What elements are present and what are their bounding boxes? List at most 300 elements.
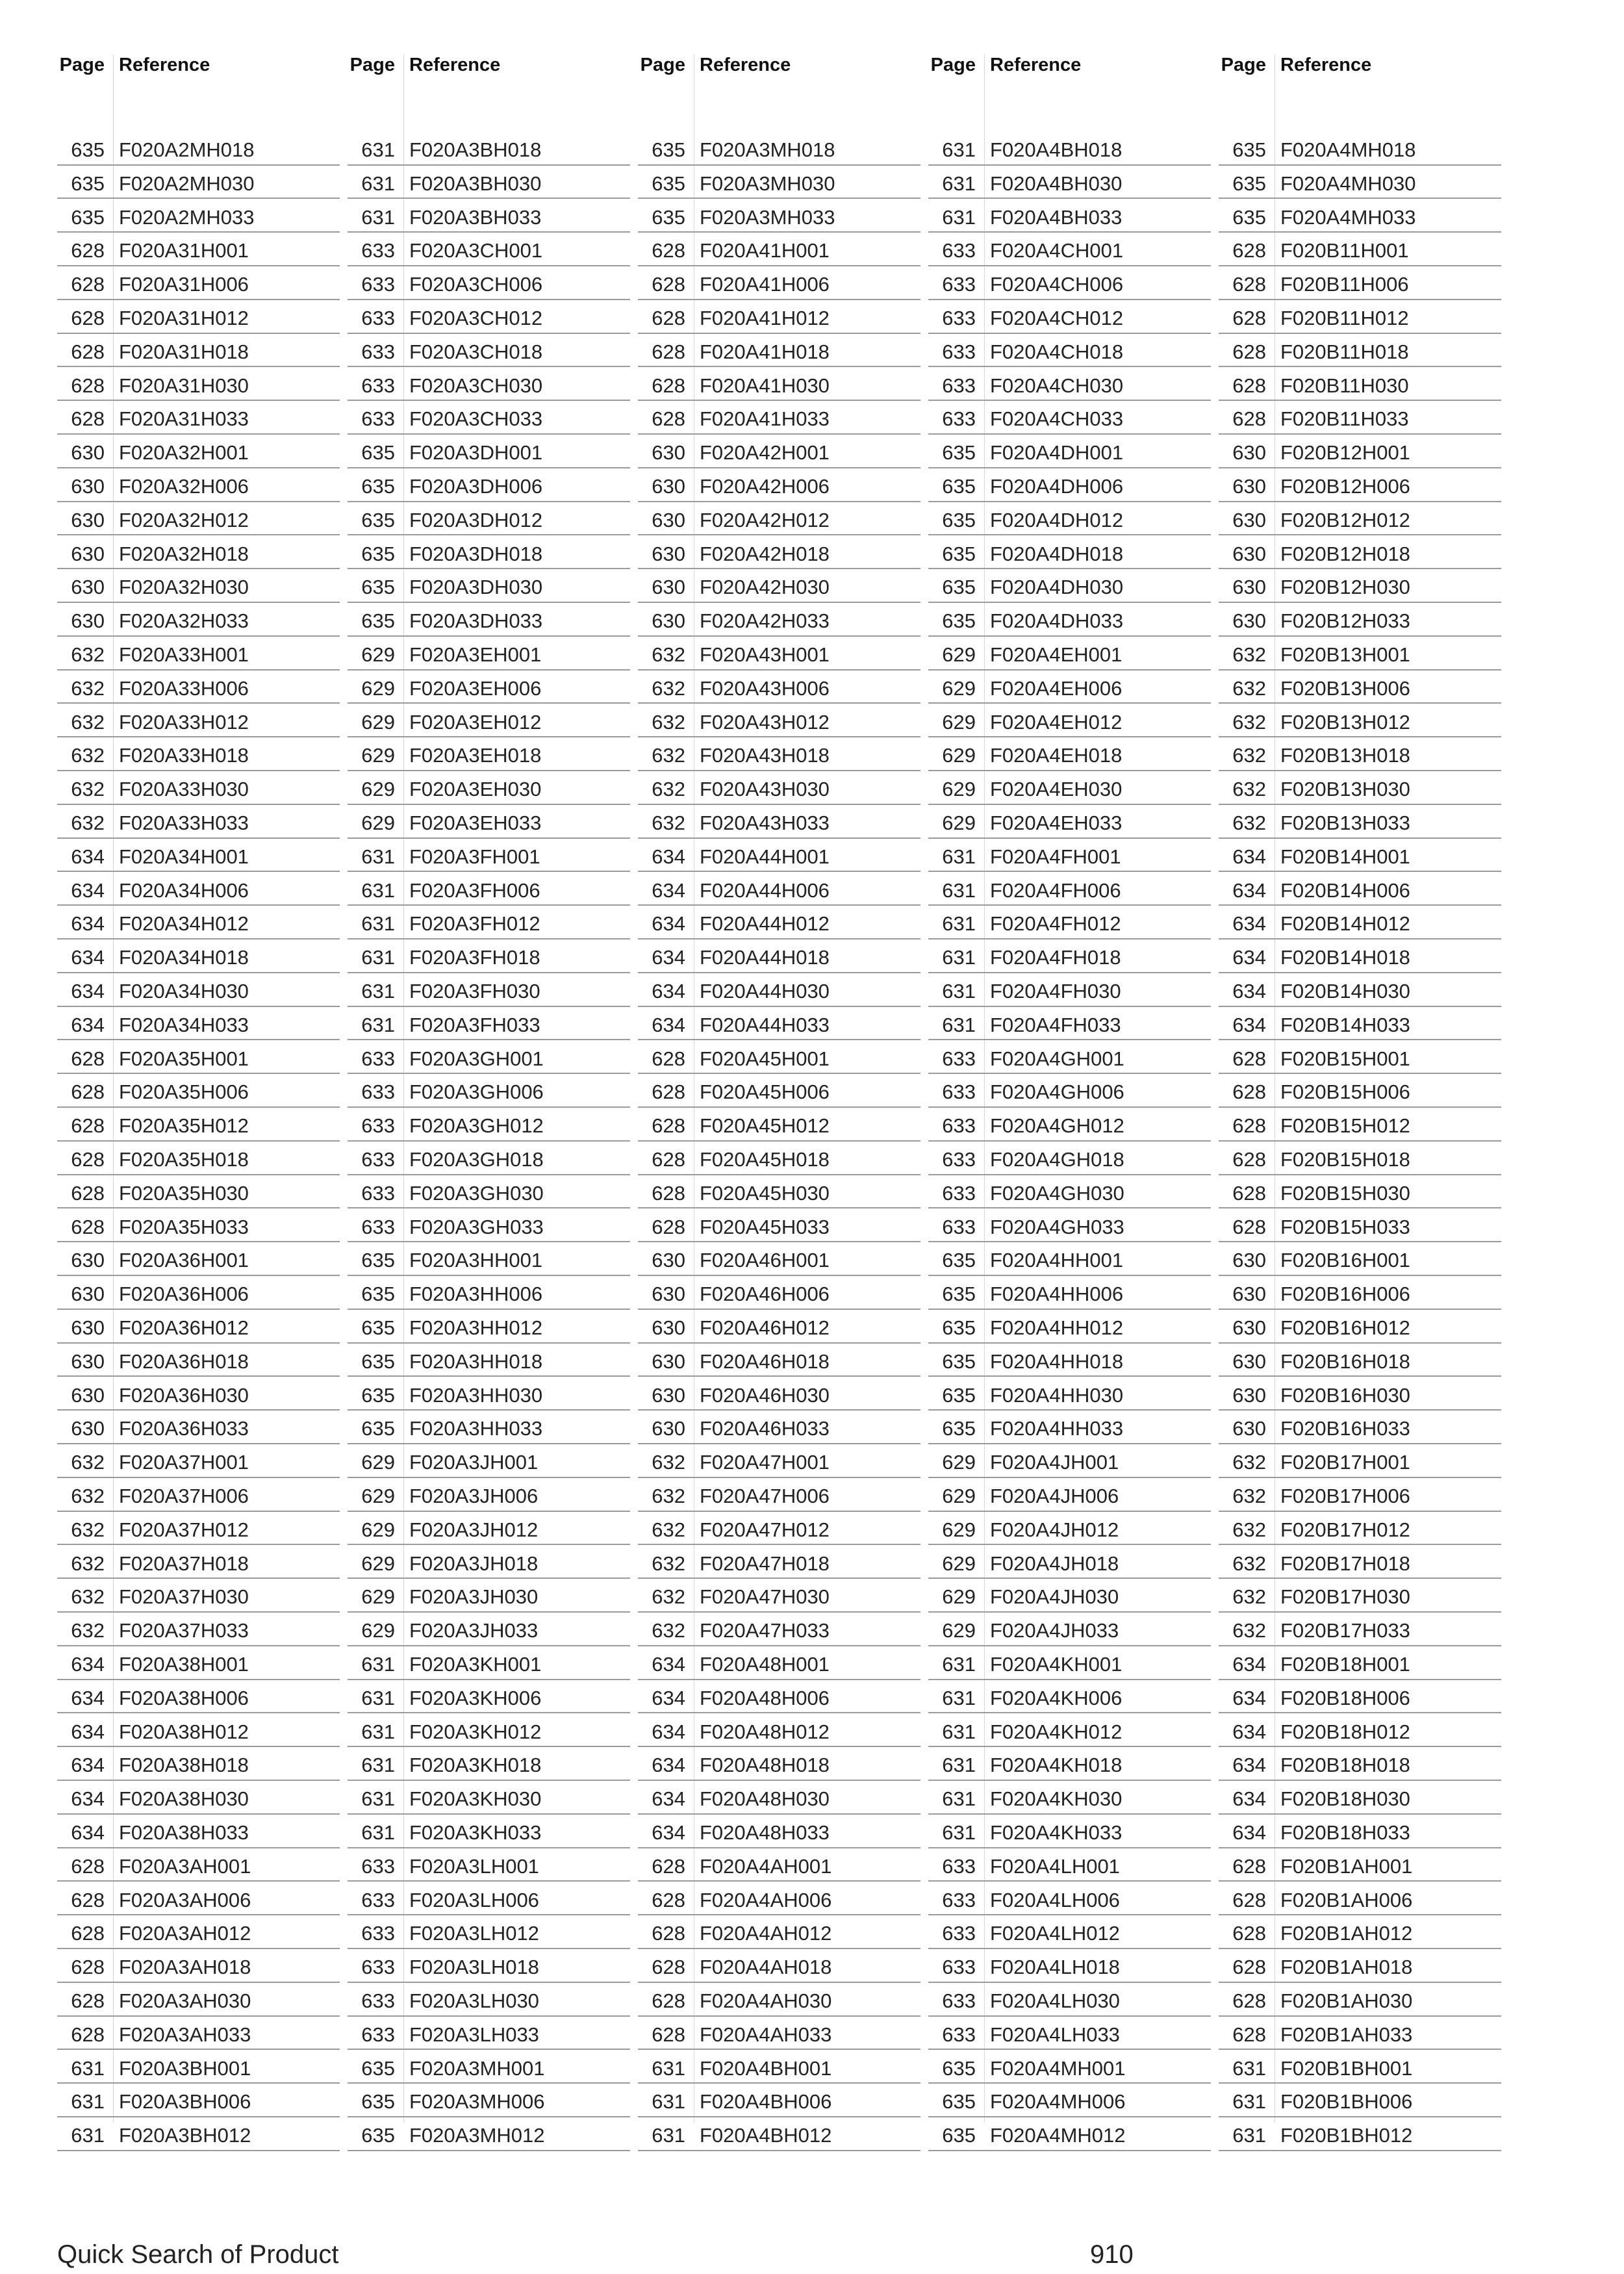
index-entry	[928, 1041, 1211, 1075]
entry-reference: F020A47H012	[700, 1518, 830, 1541]
entry-page: 635	[361, 441, 395, 465]
table-row	[0, 1882, 1624, 1916]
entry-reference: F020A35H033	[119, 1215, 249, 1238]
entry-page: 632	[1232, 1619, 1266, 1642]
entry-reference: F020A43H033	[700, 811, 830, 834]
entry-reference: F020A3DH012	[409, 508, 543, 531]
table-row	[0, 132, 1624, 166]
entry-reference: F020A48H033	[700, 1821, 830, 1844]
index-entry	[348, 1949, 630, 1983]
entry-reference: F020A4KH006	[990, 1686, 1123, 1709]
entry-reference: F020A47H006	[700, 1485, 830, 1507]
index-entry	[1219, 334, 1501, 368]
entry-reference: F020A44H030	[700, 980, 830, 1003]
entry-reference: F020A2MH018	[119, 138, 255, 161]
index-entry	[348, 1848, 630, 1882]
entry-reference: F020A3LH006	[409, 1888, 539, 1911]
entry-page: 628	[1232, 340, 1266, 363]
entry-page: 634	[71, 1787, 105, 1811]
entry-reference: F020A4LH012	[990, 1922, 1120, 1945]
entry-reference: F020A34H033	[119, 1013, 249, 1036]
entry-reference: F020A3BH030	[409, 172, 542, 195]
entry-reference: F020A3FH012	[409, 912, 540, 936]
entry-page: 628	[1232, 407, 1266, 431]
entry-reference: F020A4MH001	[990, 2056, 1126, 2080]
entry-page: 628	[1232, 1047, 1266, 1070]
entry-page: 635	[942, 1249, 976, 1272]
entry-page: 630	[1232, 1383, 1266, 1407]
index-entry	[57, 637, 340, 671]
index-entry	[348, 1747, 630, 1781]
index-entry	[928, 637, 1211, 671]
entry-page: 635	[361, 508, 395, 531]
entry-reference: F020A38H033	[119, 1821, 249, 1844]
index-entry	[57, 502, 340, 536]
index-entry	[348, 1108, 630, 1142]
entry-page: 632	[71, 1485, 105, 1507]
index-entry	[57, 2050, 340, 2084]
entry-page: 628	[652, 1114, 685, 1138]
entry-page: 628	[1232, 1922, 1266, 1945]
index-entry	[638, 1512, 920, 1546]
entry-reference: F020A31H006	[119, 273, 249, 296]
table-row	[0, 334, 1624, 368]
index-entry	[1219, 2017, 1501, 2050]
index-entry	[928, 906, 1211, 939]
entry-reference: F020A4EH018	[990, 744, 1123, 767]
entry-reference: F020A33H033	[119, 811, 249, 834]
entry-reference: F020A4BH033	[990, 205, 1123, 229]
entry-page: 629	[361, 1518, 395, 1541]
entry-reference: F020B15H006	[1280, 1080, 1410, 1104]
entry-page: 632	[1232, 1552, 1266, 1575]
entry-reference: F020A42H018	[700, 542, 830, 565]
index-entry	[348, 233, 630, 266]
index-entry	[348, 166, 630, 199]
entry-reference: F020A4GH001	[990, 1047, 1124, 1070]
index-entry	[638, 2084, 920, 2117]
entry-page: 631	[361, 205, 395, 229]
index-entry	[57, 401, 340, 435]
index-entry	[638, 1714, 920, 1748]
entry-page: 628	[71, 1114, 105, 1138]
entry-reference: F020A3GH033	[409, 1215, 544, 1238]
index-entry	[57, 233, 340, 266]
index-entry	[928, 805, 1211, 839]
entry-page: 628	[1232, 1888, 1266, 1911]
entry-page: 635	[652, 205, 685, 229]
entry-page: 634	[1232, 1754, 1266, 1777]
entry-reference: F020B14H001	[1280, 845, 1410, 868]
entry-reference: F020A4KH018	[990, 1754, 1123, 1777]
index-entry	[57, 1983, 340, 2017]
entry-reference: F020A3EH030	[409, 778, 542, 801]
entry-reference: F020A3GH012	[409, 1114, 544, 1138]
entry-reference: F020A4DH033	[990, 609, 1124, 633]
entry-page: 628	[1232, 1854, 1266, 1878]
entry-page: 628	[71, 1181, 105, 1205]
entry-reference: F020A3BH001	[119, 2056, 251, 2080]
index-entry	[57, 1848, 340, 1882]
entry-page: 630	[1232, 1316, 1266, 1339]
entry-reference: F020A4HH018	[990, 1349, 1124, 1373]
table-row	[0, 1579, 1624, 1613]
entry-reference: F020A43H006	[700, 676, 830, 700]
index-entry	[348, 1175, 630, 1209]
table-row	[0, 1478, 1624, 1512]
entry-reference: F020A32H006	[119, 475, 249, 498]
index-entry	[348, 1646, 630, 1680]
entry-page: 631	[361, 1720, 395, 1743]
entry-reference: F020B16H033	[1280, 1417, 1410, 1440]
entry-page: 630	[652, 475, 685, 498]
entry-page: 631	[361, 1754, 395, 1777]
index-entry	[348, 468, 630, 502]
entry-page: 634	[71, 1653, 105, 1676]
entry-reference: F020A3LH033	[409, 2023, 539, 2046]
entry-reference: F020A4HH030	[990, 1383, 1124, 1407]
entry-page: 632	[1232, 811, 1266, 834]
entry-page: 634	[71, 1013, 105, 1036]
index-entry	[928, 1242, 1211, 1276]
entry-reference: F020A44H012	[700, 912, 830, 936]
entry-page: 633	[361, 307, 395, 329]
table-row	[0, 233, 1624, 266]
index-entry	[1219, 300, 1501, 334]
entry-page: 633	[361, 239, 395, 262]
entry-page: 628	[1232, 1148, 1266, 1171]
entry-page: 633	[361, 1922, 395, 1945]
entry-page: 635	[942, 1349, 976, 1373]
index-entry	[1219, 1915, 1501, 1949]
entry-reference: F020B1BH006	[1280, 2090, 1413, 2114]
entry-reference: F020A4EH012	[990, 710, 1123, 734]
index-entry	[1219, 1613, 1501, 1646]
entry-page: 631	[361, 878, 395, 902]
index-entry	[1219, 637, 1501, 671]
entry-page: 628	[652, 307, 685, 329]
entry-page: 633	[361, 374, 395, 397]
entry-reference: F020A32H001	[119, 441, 249, 465]
entry-reference: F020A4BH012	[700, 2124, 832, 2147]
entry-page: 634	[71, 912, 105, 936]
index-entry	[928, 132, 1211, 166]
index-entry	[348, 603, 630, 637]
entry-page: 632	[71, 710, 105, 734]
header-page-label: Page	[59, 55, 105, 75]
entry-page: 632	[71, 1552, 105, 1575]
entry-reference: F020A34H006	[119, 878, 249, 902]
entry-reference: F020A3FH033	[409, 1013, 540, 1036]
table-row	[0, 1646, 1624, 1680]
entry-reference: F020A43H001	[700, 643, 830, 666]
entry-reference: F020A31H012	[119, 307, 249, 329]
index-entry	[57, 1915, 340, 1949]
index-entry	[57, 1781, 340, 1815]
entry-reference: F020A35H012	[119, 1114, 249, 1138]
index-entry	[348, 1041, 630, 1075]
entry-page: 635	[942, 2124, 976, 2147]
entry-reference: F020A4AH033	[700, 2023, 832, 2046]
index-entry	[638, 1242, 920, 1276]
entry-reference: F020A32H033	[119, 609, 249, 633]
entry-reference: F020A41H018	[700, 340, 830, 363]
index-entry	[348, 1007, 630, 1041]
entry-page: 630	[1232, 609, 1266, 633]
entry-reference: F020A41H033	[700, 407, 830, 431]
entry-page: 630	[71, 1383, 105, 1407]
entry-reference: F020A4LH018	[990, 1956, 1120, 1979]
table-row	[0, 1781, 1624, 1815]
table-row	[0, 502, 1624, 536]
entry-page: 630	[71, 1417, 105, 1440]
entry-page: 634	[652, 1013, 685, 1036]
entry-page: 631	[942, 946, 976, 969]
index-entry	[638, 1915, 920, 1949]
entry-page: 628	[71, 273, 105, 296]
index-entry	[1219, 1680, 1501, 1714]
entry-page: 635	[1232, 138, 1266, 161]
index-entry	[928, 199, 1211, 233]
entry-reference: F020A3AH001	[119, 1854, 251, 1878]
index-entry	[928, 1949, 1211, 1983]
entry-reference: F020A36H012	[119, 1316, 249, 1339]
entry-page: 630	[71, 1249, 105, 1272]
entry-reference: F020A32H018	[119, 542, 249, 565]
entry-page: 629	[942, 778, 976, 801]
entry-page: 634	[652, 1686, 685, 1709]
entry-reference: F020A45H018	[700, 1148, 830, 1171]
index-entry	[348, 2050, 630, 2084]
entry-reference: F020B12H018	[1280, 542, 1410, 565]
index-entry	[638, 132, 920, 166]
entry-reference: F020A3AH033	[119, 2023, 251, 2046]
entry-page: 629	[942, 1552, 976, 1575]
entry-page: 634	[1232, 1720, 1266, 1743]
table-row	[0, 1310, 1624, 1344]
entry-reference: F020A4GH030	[990, 1181, 1124, 1205]
index-entry	[638, 1646, 920, 1680]
entry-reference: F020A2MH030	[119, 172, 255, 195]
entry-reference: F020A33H012	[119, 710, 249, 734]
index-entry	[1219, 704, 1501, 738]
entry-page: 631	[361, 1013, 395, 1036]
index-entry	[1219, 199, 1501, 233]
entry-reference: F020B18H030	[1280, 1787, 1410, 1811]
entry-page: 634	[71, 845, 105, 868]
entry-page: 633	[361, 1181, 395, 1205]
entry-page: 634	[71, 1686, 105, 1709]
entry-page: 633	[942, 374, 976, 397]
index-entry	[57, 1344, 340, 1377]
index-entry	[348, 1915, 630, 1949]
table-row	[0, 1848, 1624, 1882]
entry-page: 630	[652, 1283, 685, 1306]
index-entry	[57, 1546, 340, 1579]
entry-reference: F020A4FH012	[990, 912, 1121, 936]
entry-reference: F020B12H033	[1280, 609, 1410, 633]
entry-page: 628	[71, 1956, 105, 1979]
index-entry	[928, 1142, 1211, 1175]
entry-page: 630	[652, 508, 685, 531]
entry-page: 635	[942, 609, 976, 633]
index-entry	[1219, 1512, 1501, 1546]
entry-reference: F020A42H012	[700, 508, 830, 531]
index-entry	[348, 1142, 630, 1175]
index-entry	[928, 1344, 1211, 1377]
index-entry	[57, 2017, 340, 2050]
entry-reference: F020A4LH001	[990, 1854, 1120, 1878]
index-entry	[1219, 401, 1501, 435]
index-entry	[638, 1041, 920, 1075]
entry-reference: F020B11H030	[1280, 374, 1409, 397]
entry-page: 629	[942, 811, 976, 834]
index-entry	[638, 2050, 920, 2084]
entry-reference: F020A4FH001	[990, 845, 1121, 868]
entry-reference: F020A3MH030	[700, 172, 835, 195]
entry-reference: F020B1AH030	[1280, 1989, 1413, 2012]
index-entry	[638, 1444, 920, 1478]
entry-reference: F020A42H030	[700, 576, 830, 599]
entry-reference: F020A4EH033	[990, 811, 1123, 834]
entry-page: 635	[361, 1417, 395, 1440]
index-entry	[348, 1546, 630, 1579]
index-entry	[928, 1512, 1211, 1546]
entry-page: 632	[1232, 778, 1266, 801]
index-entry	[348, 1781, 630, 1815]
index-entry	[348, 805, 630, 839]
index-entry	[928, 1377, 1211, 1411]
entry-page: 635	[942, 475, 976, 498]
index-entry	[928, 1848, 1211, 1882]
index-entry	[928, 300, 1211, 334]
entry-reference: F020A4LH030	[990, 1989, 1120, 2012]
index-entry	[1219, 1444, 1501, 1478]
index-entry	[928, 468, 1211, 502]
table-row	[0, 973, 1624, 1007]
index-entry	[1219, 2084, 1501, 2117]
entry-reference: F020A3GH018	[409, 1148, 544, 1171]
entry-reference: F020B16H030	[1280, 1383, 1410, 1407]
entry-reference: F020A33H001	[119, 643, 249, 666]
table-row	[0, 1444, 1624, 1478]
index-entry	[57, 1310, 340, 1344]
index-entry	[348, 1815, 630, 1848]
entry-page: 628	[71, 374, 105, 397]
entry-page: 635	[361, 2090, 395, 2114]
entry-page: 634	[71, 1720, 105, 1743]
index-entry	[928, 939, 1211, 973]
index-entry	[928, 839, 1211, 873]
entry-reference: F020B15H012	[1280, 1114, 1410, 1138]
entry-page: 628	[652, 374, 685, 397]
entry-page: 630	[71, 1283, 105, 1306]
entry-reference: F020B14H012	[1280, 912, 1410, 936]
entry-page: 631	[361, 172, 395, 195]
index-entry	[57, 199, 340, 233]
index-entry	[57, 671, 340, 704]
entry-reference: F020B1BH001	[1280, 2056, 1413, 2080]
entry-reference: F020A3AH006	[119, 1888, 251, 1911]
entry-page: 631	[361, 138, 395, 161]
index-entry	[928, 1007, 1211, 1041]
entry-reference: F020A3HH006	[409, 1283, 543, 1306]
index-entry	[57, 1108, 340, 1142]
entry-reference: F020A4DH018	[990, 542, 1124, 565]
index-entry	[928, 771, 1211, 805]
index-entry	[348, 1512, 630, 1546]
entry-reference: F020A35H030	[119, 1181, 249, 1205]
index-entry	[57, 1815, 340, 1848]
table-row	[0, 906, 1624, 939]
entry-reference: F020B15H001	[1280, 1047, 1410, 1070]
table-row	[0, 300, 1624, 334]
entry-reference: F020A4DH012	[990, 508, 1124, 531]
entry-page: 630	[652, 576, 685, 599]
entry-reference: F020A41H030	[700, 374, 830, 397]
index-entry	[638, 1108, 920, 1142]
entry-reference: F020A4JH030	[990, 1585, 1119, 1609]
entry-page: 629	[361, 811, 395, 834]
entry-page: 634	[1232, 1821, 1266, 1844]
index-entry	[1219, 1344, 1501, 1377]
index-entry	[1219, 771, 1501, 805]
entry-reference: F020B18H012	[1280, 1720, 1410, 1743]
entry-reference: F020A3LH001	[409, 1854, 539, 1878]
index-entry	[638, 839, 920, 873]
entry-page: 635	[942, 1417, 976, 1440]
entry-page: 628	[652, 273, 685, 296]
entry-page: 631	[361, 1787, 395, 1811]
entry-page: 631	[942, 1686, 976, 1709]
entry-page: 633	[361, 1854, 395, 1878]
entry-page: 632	[71, 643, 105, 666]
index-entry	[928, 1781, 1211, 1815]
entry-page: 634	[71, 1754, 105, 1777]
index-entry	[638, 368, 920, 402]
entry-reference: F020B12H012	[1280, 508, 1410, 531]
entry-reference: F020A42H033	[700, 609, 830, 633]
entry-page: 632	[652, 643, 685, 666]
index-entry	[638, 1007, 920, 1041]
entry-reference: F020B17H033	[1280, 1619, 1410, 1642]
index-entry	[928, 233, 1211, 266]
table-row	[0, 1074, 1624, 1108]
entry-reference: F020B13H018	[1280, 744, 1410, 767]
entry-page: 630	[1232, 475, 1266, 498]
entry-page: 634	[652, 946, 685, 969]
index-entry	[638, 805, 920, 839]
table-row	[0, 737, 1624, 771]
entry-reference: F020B13H030	[1280, 778, 1410, 801]
index-entry	[1219, 1579, 1501, 1613]
index-entry	[1219, 873, 1501, 906]
index-entry	[1219, 1848, 1501, 1882]
index-entry	[1219, 1041, 1501, 1075]
entry-reference: F020A3GH001	[409, 1047, 544, 1070]
index-entry	[638, 873, 920, 906]
entry-page: 629	[942, 1451, 976, 1474]
entry-reference: F020A3LH012	[409, 1922, 539, 1945]
entry-page: 629	[361, 778, 395, 801]
entry-page: 628	[652, 1047, 685, 1070]
entry-reference: F020A3CH030	[409, 374, 543, 397]
entry-page: 629	[942, 1518, 976, 1541]
index-entry	[928, 737, 1211, 771]
index-entry	[928, 1613, 1211, 1646]
entry-page: 631	[1232, 2124, 1266, 2147]
index-entry	[1219, 671, 1501, 704]
